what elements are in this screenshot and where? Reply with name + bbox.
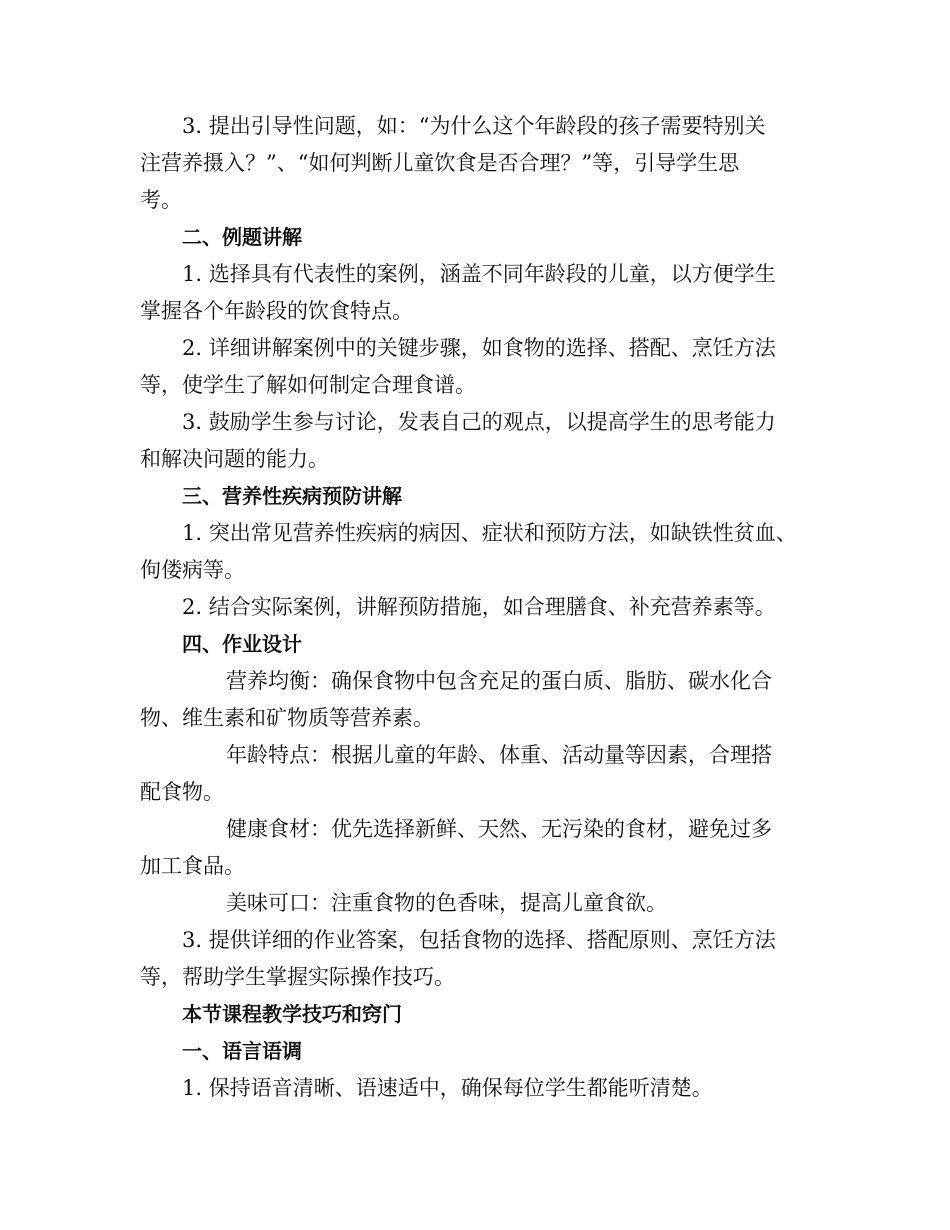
paragraph-line: 加工食品。 bbox=[140, 854, 245, 878]
paragraph-line: 2. 详细讲解案例中的关键步骤，如食物的选择、搭配、烹饪方法 bbox=[182, 336, 776, 360]
paragraph-line: 佝偻病等。 bbox=[140, 558, 245, 582]
paragraph-line: 3. 提出引导性问题，如：“为什么这个年龄段的孩子需要特别关 bbox=[182, 114, 766, 138]
section-heading: 本节课程教学技巧和窍门 bbox=[182, 1002, 402, 1026]
paragraph-line: 3. 提供详细的作业答案，包括食物的选择、搭配原则、烹饪方法 bbox=[182, 928, 776, 952]
paragraph-line: 1. 选择具有代表性的案例，涵盖不同年龄段的儿童，以方便学生 bbox=[182, 262, 776, 286]
paragraph-line: 等，帮助学生掌握实际操作技巧。 bbox=[140, 965, 455, 989]
document-page bbox=[140, 108, 812, 1107]
paragraph-line: 掌握各个年龄段的饮食特点。 bbox=[140, 299, 413, 323]
paragraph-line: 1. 保持语音清晰、语速适中，确保每位学生都能听清楚。 bbox=[182, 1076, 713, 1100]
paragraph-line: 营养均衡：确保食物中包含充足的蛋白质、脂肪、碳水化合 bbox=[226, 669, 772, 693]
paragraph-line: 和解决问题的能力。 bbox=[140, 447, 329, 471]
section-heading: 一、语言语调 bbox=[182, 1039, 302, 1063]
paragraph-line: 3. 鼓励学生参与讨论，发表自己的观点，以提高学生的思考能力 bbox=[182, 410, 776, 434]
section-heading: 三、营养性疾病预防讲解 bbox=[182, 484, 402, 508]
paragraph-line: 等，使学生了解如何制定合理食谱。 bbox=[140, 373, 476, 397]
paragraph-line: 物、维生素和矿物质等营养素。 bbox=[140, 706, 434, 730]
paragraph-line: 年龄特点：根据儿童的年龄、体重、活动量等因素，合理搭 bbox=[226, 743, 772, 767]
paragraph-line: 美味可口：注重食物的色香味，提高儿童食欲。 bbox=[226, 891, 667, 915]
paragraph-line: 配食物。 bbox=[140, 780, 224, 804]
section-heading: 四、作业设计 bbox=[182, 632, 302, 656]
paragraph-line: 1. 突出常见营养性疾病的病因、症状和预防方法，如缺铁性贫血、 bbox=[182, 521, 797, 545]
paragraph-line: 健康食材：优先选择新鲜、天然、无污染的食材，避免过多 bbox=[226, 817, 772, 841]
paragraph-line: 注营养摄入？”、“如何判断儿童饮食是否合理？”等，引导学生思 bbox=[140, 151, 740, 175]
section-heading: 二、例题讲解 bbox=[182, 225, 302, 249]
paragraph-line: 考。 bbox=[140, 188, 182, 212]
paragraph-line: 2. 结合实际案例，讲解预防措施，如合理膳食、补充营养素等。 bbox=[182, 595, 776, 619]
